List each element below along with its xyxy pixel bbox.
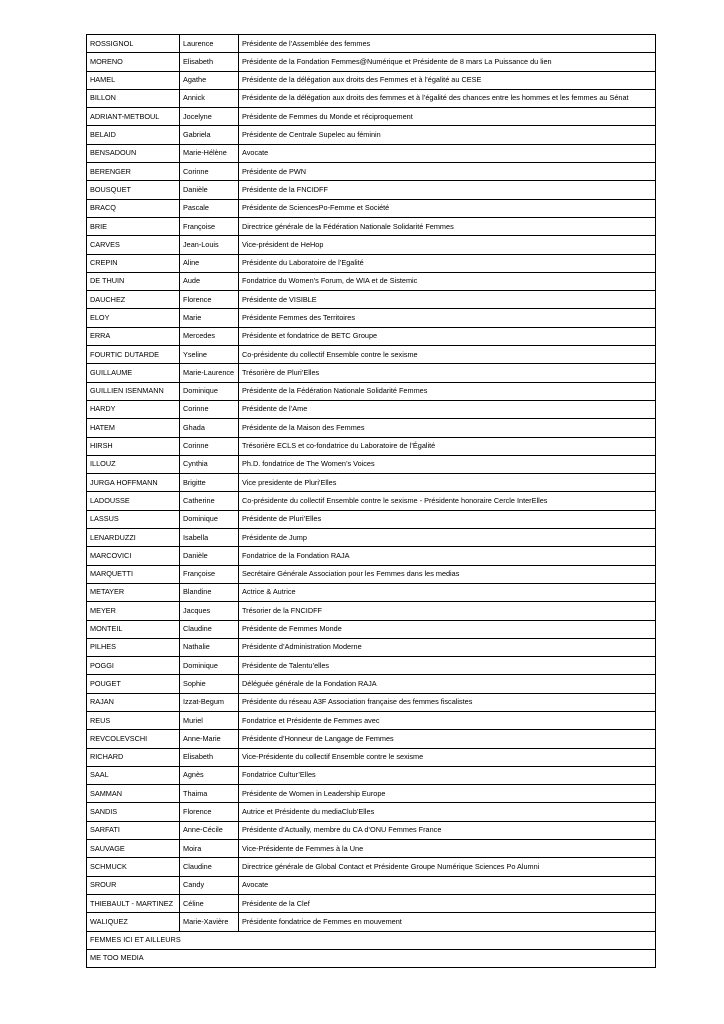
last-name-cell: REVCOLEVSCHI bbox=[87, 730, 180, 748]
table-row bbox=[87, 675, 656, 693]
first-name-cell: Gabriela bbox=[180, 126, 239, 144]
first-name-cell: Yseline bbox=[180, 346, 239, 364]
role-cell: Avocate bbox=[239, 876, 656, 894]
table-row bbox=[87, 638, 656, 656]
last-name-cell: RAJAN bbox=[87, 693, 180, 711]
table-row bbox=[87, 53, 656, 71]
role-cell: Présidente de SciencesPo-Femme et Société bbox=[239, 199, 656, 217]
role-cell: Co-présidente du collectif Ensemble contre le sexisme - Présidente honoraire Cercle InterElles bbox=[239, 492, 656, 510]
last-name-cell: ERRA bbox=[87, 327, 180, 345]
role-cell: Présidente de la délégation aux droits des Femmes et à l’égalité au CESE bbox=[239, 71, 656, 89]
last-name-cell: SAAL bbox=[87, 766, 180, 784]
first-name-cell: Florence bbox=[180, 803, 239, 821]
first-name-cell: Blandine bbox=[180, 583, 239, 601]
role-cell: Fondatrice de la Fondation RAJA bbox=[239, 547, 656, 565]
first-name-cell: Annick bbox=[180, 89, 239, 107]
first-name-cell: Claudine bbox=[180, 620, 239, 638]
role-cell: Présidente de la Maison des Femmes bbox=[239, 419, 656, 437]
table-row bbox=[87, 583, 656, 601]
last-name-cell: SCHMUCK bbox=[87, 858, 180, 876]
first-name-cell: Claudine bbox=[180, 858, 239, 876]
last-name-cell: MARQUETTI bbox=[87, 565, 180, 583]
table-row bbox=[87, 602, 656, 620]
role-cell: Présidente de l’Assemblée des femmes bbox=[239, 35, 656, 53]
last-name-cell: GUILLIEN ISENMANN bbox=[87, 382, 180, 400]
role-cell: Présidente de Femmes du Monde et réciproquement bbox=[239, 108, 656, 126]
role-cell: Présidente de Jump bbox=[239, 529, 656, 547]
first-name-cell: Sophie bbox=[180, 675, 239, 693]
last-name-cell: LADOUSSE bbox=[87, 492, 180, 510]
last-name-cell: BELAID bbox=[87, 126, 180, 144]
last-name-cell: MARCOVICI bbox=[87, 547, 180, 565]
role-cell: Présidente du réseau A3F Association française des femmes fiscalistes bbox=[239, 693, 656, 711]
table-row bbox=[87, 272, 656, 290]
table-row bbox=[87, 492, 656, 510]
role-cell: Présidente de Femmes Monde bbox=[239, 620, 656, 638]
table-row bbox=[87, 89, 656, 107]
last-name-cell: LASSUS bbox=[87, 510, 180, 528]
table-row bbox=[87, 236, 656, 254]
role-cell: Trésorier de la FNCIDFF bbox=[239, 602, 656, 620]
last-name-cell: PILHES bbox=[87, 638, 180, 656]
table-row bbox=[87, 913, 656, 931]
last-name-cell: BRIE bbox=[87, 217, 180, 235]
last-name-cell: HIRSH bbox=[87, 437, 180, 455]
table-row bbox=[87, 748, 656, 766]
organization-cell: ME TOO MEDIA bbox=[87, 949, 656, 967]
table-row bbox=[87, 144, 656, 162]
role-cell: Présidente et fondatrice de BETC Groupe bbox=[239, 327, 656, 345]
table-row bbox=[87, 437, 656, 455]
first-name-cell: Candy bbox=[180, 876, 239, 894]
table-row bbox=[87, 840, 656, 858]
table-row bbox=[87, 254, 656, 272]
last-name-cell: SARFATI bbox=[87, 821, 180, 839]
last-name-cell: MONTEIL bbox=[87, 620, 180, 638]
first-name-cell: Anne-Marie bbox=[180, 730, 239, 748]
table-row bbox=[87, 35, 656, 53]
first-name-cell: Pascale bbox=[180, 199, 239, 217]
role-cell: Présidente du Laboratoire de l’Egalité bbox=[239, 254, 656, 272]
last-name-cell: CREPIN bbox=[87, 254, 180, 272]
role-cell: Vice-Présidente de Femmes à la Une bbox=[239, 840, 656, 858]
table-row bbox=[87, 181, 656, 199]
last-name-cell: HAMEL bbox=[87, 71, 180, 89]
role-cell: Vice-Présidente du collectif Ensemble contre le sexisme bbox=[239, 748, 656, 766]
organization-row bbox=[87, 931, 656, 949]
role-cell: Co-présidente du collectif Ensemble contre le sexisme bbox=[239, 346, 656, 364]
last-name-cell: BERENGER bbox=[87, 163, 180, 181]
first-name-cell: Catherine bbox=[180, 492, 239, 510]
last-name-cell: SAMMAN bbox=[87, 785, 180, 803]
first-name-cell: Danièle bbox=[180, 181, 239, 199]
first-name-cell: Agnès bbox=[180, 766, 239, 784]
last-name-cell: SAUVAGE bbox=[87, 840, 180, 858]
table-row bbox=[87, 821, 656, 839]
table-row bbox=[87, 529, 656, 547]
last-name-cell: BILLON bbox=[87, 89, 180, 107]
role-cell: Présidente de la FNCIDFF bbox=[239, 181, 656, 199]
table-row bbox=[87, 657, 656, 675]
last-name-cell: FOURTIC DUTARDE bbox=[87, 346, 180, 364]
first-name-cell: Marie-Xavière bbox=[180, 913, 239, 931]
last-name-cell: RICHARD bbox=[87, 748, 180, 766]
role-cell: Présidente d’Honneur de Langage de Femmes bbox=[239, 730, 656, 748]
last-name-cell: CARVES bbox=[87, 236, 180, 254]
last-name-cell: MORENO bbox=[87, 53, 180, 71]
table-row bbox=[87, 126, 656, 144]
table-row bbox=[87, 71, 656, 89]
role-cell: Fondatrice et Présidente de Femmes avec bbox=[239, 711, 656, 729]
last-name-cell: HATEM bbox=[87, 419, 180, 437]
role-cell: Présidente de la Clef bbox=[239, 894, 656, 912]
role-cell: Présidente de la délégation aux droits des femmes et à l’égalité des chances entre les hommes et les femmes au Sénat bbox=[239, 89, 656, 107]
first-name-cell: Ghada bbox=[180, 419, 239, 437]
first-name-cell: Corinne bbox=[180, 163, 239, 181]
last-name-cell: POUGET bbox=[87, 675, 180, 693]
role-cell: Présidente de Talentu’elles bbox=[239, 657, 656, 675]
table-row bbox=[87, 894, 656, 912]
role-cell: Directrice générale de Global Contact et Présidente Groupe Numérique Sciences Po Alumni bbox=[239, 858, 656, 876]
role-cell: Ph.D. fondatrice de The Women’s Voices bbox=[239, 455, 656, 473]
role-cell: Présidente fondatrice de Femmes en mouvement bbox=[239, 913, 656, 931]
last-name-cell: MEYER bbox=[87, 602, 180, 620]
first-name-cell: Dominique bbox=[180, 510, 239, 528]
table-row bbox=[87, 455, 656, 473]
table-row bbox=[87, 766, 656, 784]
first-name-cell: Isabella bbox=[180, 529, 239, 547]
role-cell: Présidente de l’Ame bbox=[239, 400, 656, 418]
signatories-table bbox=[86, 34, 656, 968]
table-row bbox=[87, 346, 656, 364]
signatories-table-body bbox=[87, 35, 656, 968]
table-row bbox=[87, 382, 656, 400]
role-cell: Présidente Femmes des Territoires bbox=[239, 309, 656, 327]
role-cell: Présidente de Women in Leadership Europe bbox=[239, 785, 656, 803]
first-name-cell: Agathe bbox=[180, 71, 239, 89]
first-name-cell: Nathalie bbox=[180, 638, 239, 656]
role-cell: Fondatrice du Women’s Forum, de WIA et de Sistemic bbox=[239, 272, 656, 290]
role-cell: Secrétaire Générale Association pour les Femmes dans les medias bbox=[239, 565, 656, 583]
first-name-cell: Muriel bbox=[180, 711, 239, 729]
last-name-cell: JURGA HOFFMANN bbox=[87, 474, 180, 492]
last-name-cell: BRACQ bbox=[87, 199, 180, 217]
last-name-cell: DE THUIN bbox=[87, 272, 180, 290]
role-cell: Vice presidente de Pluri’Elles bbox=[239, 474, 656, 492]
first-name-cell: Marie-Laurence bbox=[180, 364, 239, 382]
role-cell: Déléguée générale de la Fondation RAJA bbox=[239, 675, 656, 693]
table-row bbox=[87, 309, 656, 327]
role-cell: Trésorière ECLS et co-fondatrice du Laboratoire de l’Égalité bbox=[239, 437, 656, 455]
first-name-cell: Jacques bbox=[180, 602, 239, 620]
role-cell: Directrice générale de la Fédération Nationale Solidarité Femmes bbox=[239, 217, 656, 235]
role-cell: Actrice & Autrice bbox=[239, 583, 656, 601]
first-name-cell: Elisabeth bbox=[180, 748, 239, 766]
first-name-cell: Florence bbox=[180, 291, 239, 309]
last-name-cell: DAUCHEZ bbox=[87, 291, 180, 309]
table-row bbox=[87, 693, 656, 711]
table-row bbox=[87, 199, 656, 217]
last-name-cell: THIEBAULT - MARTINEZ bbox=[87, 894, 180, 912]
last-name-cell: POGGI bbox=[87, 657, 180, 675]
table-row bbox=[87, 474, 656, 492]
role-cell: Avocate bbox=[239, 144, 656, 162]
first-name-cell: Thaima bbox=[180, 785, 239, 803]
last-name-cell: ADRIANT-METBOUL bbox=[87, 108, 180, 126]
role-cell: Présidente de Centrale Supelec au féminin bbox=[239, 126, 656, 144]
last-name-cell: SROUR bbox=[87, 876, 180, 894]
table-row bbox=[87, 400, 656, 418]
table-row bbox=[87, 217, 656, 235]
table-row bbox=[87, 291, 656, 309]
table-row bbox=[87, 547, 656, 565]
table-row bbox=[87, 510, 656, 528]
last-name-cell: BOUSQUET bbox=[87, 181, 180, 199]
first-name-cell: Céline bbox=[180, 894, 239, 912]
table-row bbox=[87, 730, 656, 748]
first-name-cell: Mercedes bbox=[180, 327, 239, 345]
role-cell: Fondatrice Cultur’Elles bbox=[239, 766, 656, 784]
role-cell: Vice-président de HeHop bbox=[239, 236, 656, 254]
table-row bbox=[87, 858, 656, 876]
last-name-cell: LENARDUZZI bbox=[87, 529, 180, 547]
first-name-cell: Corinne bbox=[180, 400, 239, 418]
last-name-cell: ROSSIGNOL bbox=[87, 35, 180, 53]
role-cell: Présidente d’Administration Moderne bbox=[239, 638, 656, 656]
role-cell: Présidente d’Actually, membre du CA d’ONU Femmes France bbox=[239, 821, 656, 839]
first-name-cell: Dominique bbox=[180, 382, 239, 400]
table-row bbox=[87, 108, 656, 126]
last-name-cell: ELOY bbox=[87, 309, 180, 327]
first-name-cell: Corinne bbox=[180, 437, 239, 455]
last-name-cell: HARDY bbox=[87, 400, 180, 418]
organization-cell: FEMMES ICI ET AILLEURS bbox=[87, 931, 656, 949]
first-name-cell: Aude bbox=[180, 272, 239, 290]
role-cell: Présidente de la Fondation Femmes@Numérique et Présidente de 8 mars La Puissance du lien bbox=[239, 53, 656, 71]
table-row bbox=[87, 785, 656, 803]
table-row bbox=[87, 364, 656, 382]
role-cell: Présidente de la Fédération Nationale Solidarité Femmes bbox=[239, 382, 656, 400]
last-name-cell: REUS bbox=[87, 711, 180, 729]
first-name-cell: Jean-Louis bbox=[180, 236, 239, 254]
role-cell: Autrice et Présidente du mediaClub’Elles bbox=[239, 803, 656, 821]
role-cell: Présidente de PWN bbox=[239, 163, 656, 181]
first-name-cell: Marie bbox=[180, 309, 239, 327]
first-name-cell: Marie-Hélène bbox=[180, 144, 239, 162]
last-name-cell: ILLOUZ bbox=[87, 455, 180, 473]
table-row bbox=[87, 803, 656, 821]
organization-row bbox=[87, 949, 656, 967]
table-row bbox=[87, 711, 656, 729]
table-row bbox=[87, 565, 656, 583]
last-name-cell: WALIQUEZ bbox=[87, 913, 180, 931]
last-name-cell: BENSADOUN bbox=[87, 144, 180, 162]
first-name-cell: Laurence bbox=[180, 35, 239, 53]
role-cell: Présidente de Pluri’Elles bbox=[239, 510, 656, 528]
first-name-cell: Anne-Cécile bbox=[180, 821, 239, 839]
table-row bbox=[87, 419, 656, 437]
first-name-cell: Elisabeth bbox=[180, 53, 239, 71]
table-row bbox=[87, 620, 656, 638]
first-name-cell: Dominique bbox=[180, 657, 239, 675]
last-name-cell: SANDIS bbox=[87, 803, 180, 821]
first-name-cell: Moira bbox=[180, 840, 239, 858]
table-row bbox=[87, 327, 656, 345]
last-name-cell: GUILLAUME bbox=[87, 364, 180, 382]
last-name-cell: METAYER bbox=[87, 583, 180, 601]
role-cell: Trésorière de Pluri’Elles bbox=[239, 364, 656, 382]
role-cell: Présidente de VISIBLE bbox=[239, 291, 656, 309]
table-row bbox=[87, 876, 656, 894]
first-name-cell: Jocelyne bbox=[180, 108, 239, 126]
first-name-cell: Danièle bbox=[180, 547, 239, 565]
first-name-cell: Françoise bbox=[180, 565, 239, 583]
first-name-cell: Aline bbox=[180, 254, 239, 272]
first-name-cell: Brigitte bbox=[180, 474, 239, 492]
first-name-cell: Cynthia bbox=[180, 455, 239, 473]
first-name-cell: Françoise bbox=[180, 217, 239, 235]
table-row bbox=[87, 163, 656, 181]
first-name-cell: Izzat-Begum bbox=[180, 693, 239, 711]
